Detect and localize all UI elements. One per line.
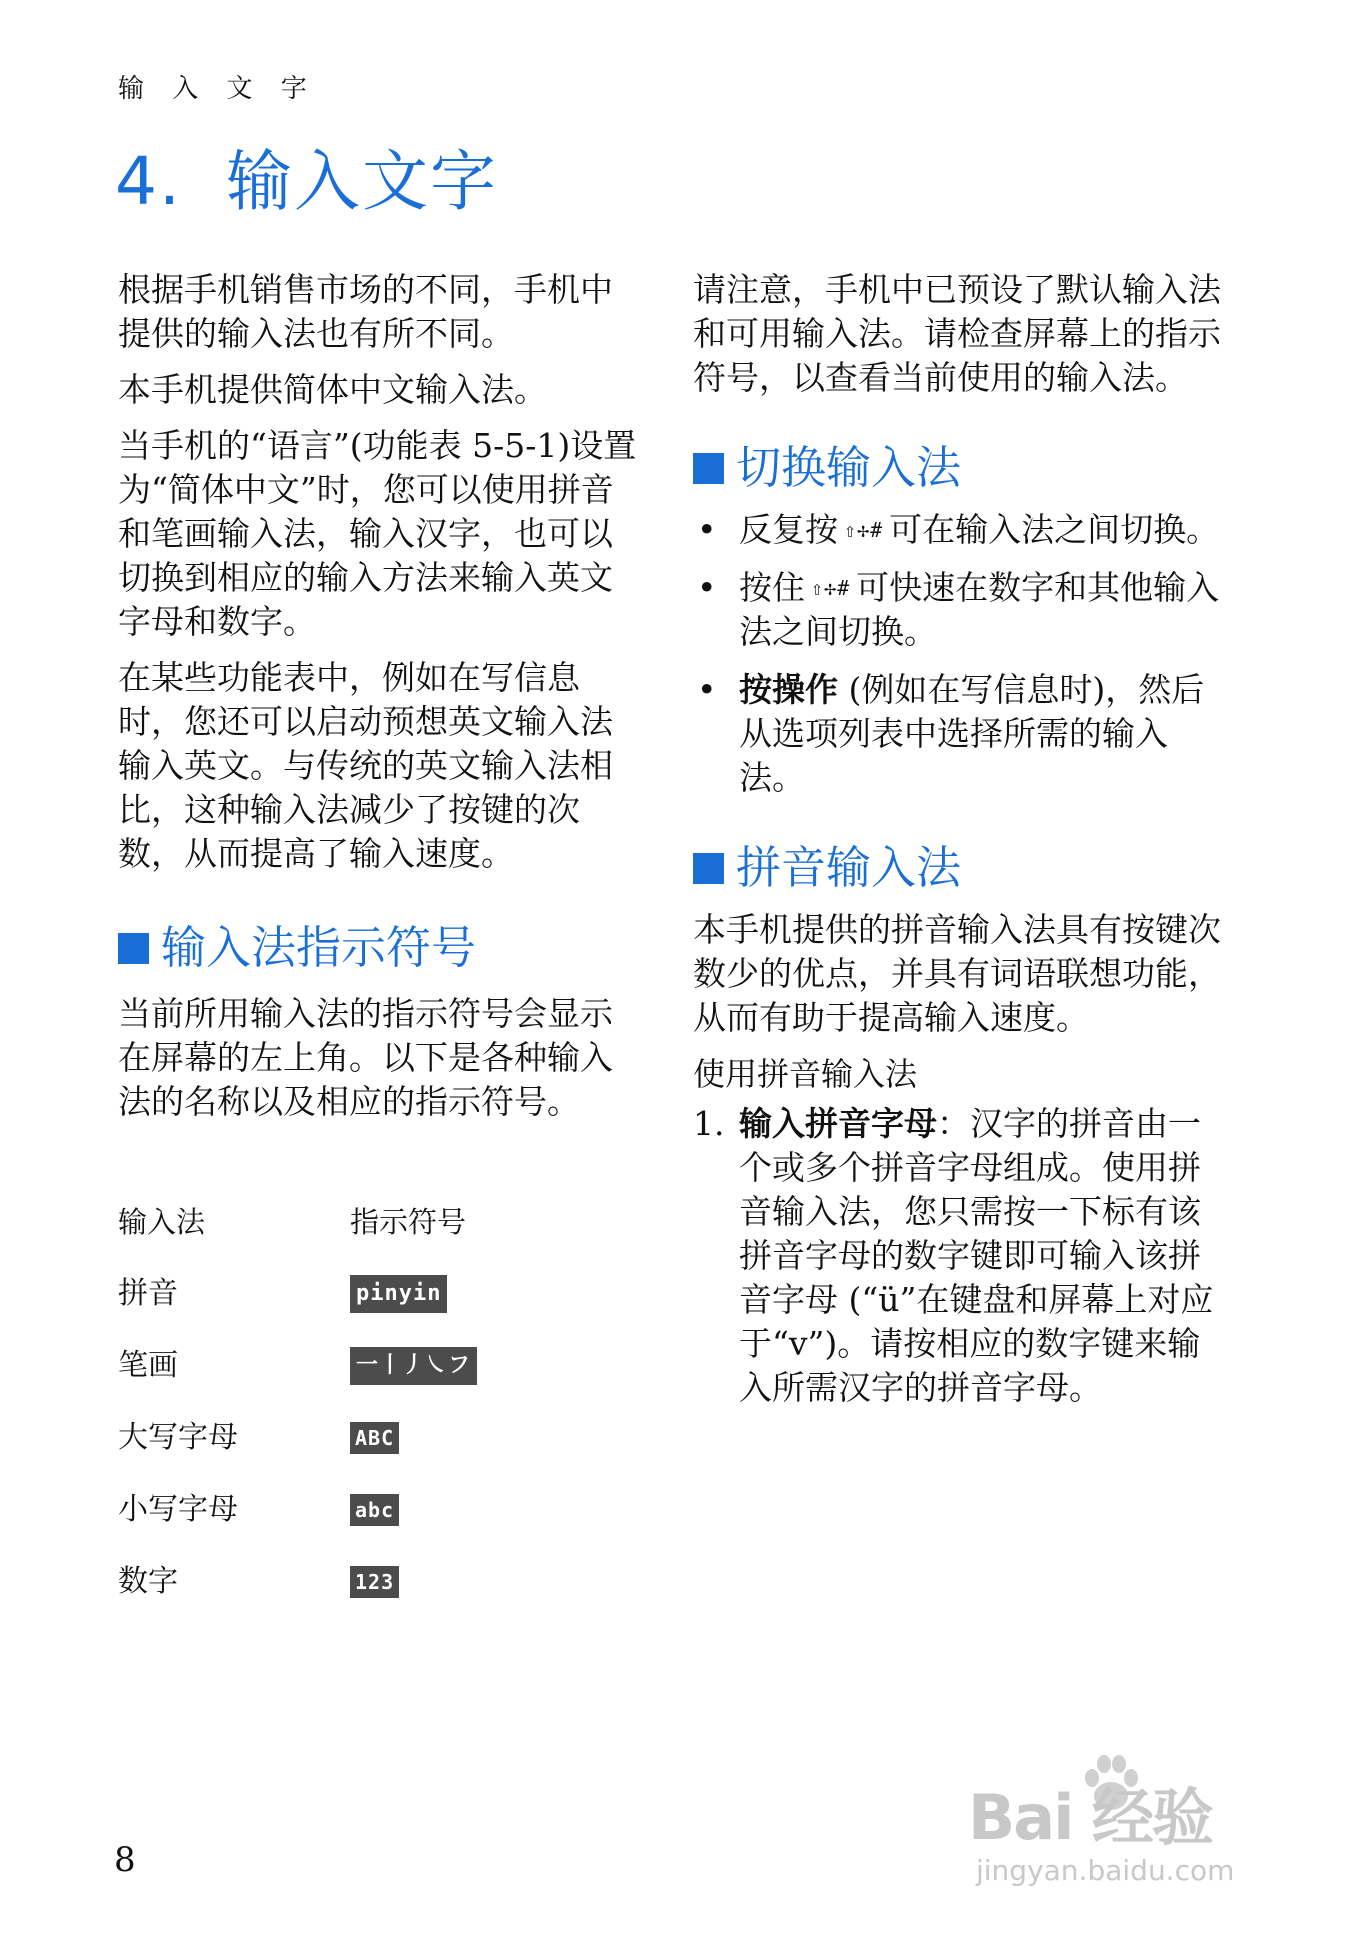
list-item — [693, 668, 1233, 800]
shift-star-hash-key-icon: ⇧✢# — [844, 518, 884, 542]
section-heading-text: 拼音输入法 — [736, 841, 962, 894]
uppercase-indicator-icon: ABC — [350, 1422, 399, 1454]
table-row — [118, 1258, 638, 1330]
section-heading-switch — [693, 440, 1233, 496]
table-header-method: 输入法 — [118, 1205, 206, 1239]
left-column — [118, 268, 638, 1618]
section-heading-indicator — [118, 920, 638, 976]
method-name: 笔画 — [118, 1348, 178, 1383]
section-heading-pinyin — [693, 840, 1233, 896]
step-text: ：汉字的拼音由一个或多个拼音字母组成。使用拼音输入法，您只需按一下标有该拼音字母的数字键即可输入该拼音字母 (“ü”在键盘和屏幕上对应于“v”)。请按相应的数字键来输入所需汉字的拼音字母。 — [739, 1104, 1214, 1407]
numeric-indicator-icon: 123 — [350, 1566, 399, 1598]
stroke-indicator-icon: 一丨丿㇏フ — [350, 1347, 477, 1385]
table-row — [118, 1402, 638, 1474]
bullet-text: 可在输入法之间切换。 — [889, 510, 1220, 549]
method-name: 拼音 — [118, 1276, 178, 1311]
paragraph: 在某些功能表中，例如在写信息时，您还可以启动预想英文输入法输入英文。与传统的英文输入法相比，这种输入法减少了按键的次数，从而提高了输入速度。 — [118, 658, 613, 873]
watermark-url: jingyan.baidu.com — [976, 1854, 1235, 1887]
list-item — [693, 566, 1233, 654]
indicator-table — [118, 1200, 638, 1618]
square-bullet-icon — [693, 453, 724, 484]
method-name: 小写字母 — [118, 1492, 238, 1527]
step-bold-text: 输入拼音字母 — [739, 1104, 937, 1143]
square-bullet-icon — [693, 853, 724, 884]
paragraph: 本手机提供的拼音输入法具有按键次数少的优点，并具有词语联想功能，从而有助于提高输入速度。 — [693, 910, 1221, 1037]
lowercase-indicator-icon: abc — [350, 1494, 399, 1526]
method-name: 大写字母 — [118, 1420, 238, 1455]
table-header-row — [118, 1200, 638, 1244]
table-header-indicator: 指示符号 — [350, 1205, 467, 1239]
paragraph: 请注意，手机中已预设了默认输入法和可用输入法。请检查屏幕上的指示符号，以查看当前使用的输入法。 — [693, 270, 1221, 397]
running-head: 输 入 文 字 — [118, 74, 317, 104]
bullet-text: 按住 — [739, 568, 805, 607]
baidu-watermark — [968, 1750, 1298, 1900]
table-row — [118, 1474, 638, 1546]
bullet-text: 可快速在数字和其他输入法之间切换。 — [739, 568, 1220, 651]
table-row — [118, 1330, 638, 1402]
chapter-number: 4. — [115, 143, 182, 220]
paragraph: 当手机的“语言”(功能表 5-5-1)设置为“简体中文”时，您可以使用拼音和笔画输入法，输入汉字，也可以切换到相应的输入方法来输入英文字母和数字。 — [118, 426, 637, 641]
watermark-brand: Bai 经验 — [968, 1781, 1212, 1854]
list-item — [693, 508, 1233, 552]
section-heading-text: 切换输入法 — [736, 441, 962, 494]
chapter-title — [115, 128, 498, 223]
section-heading-text: 输入法指示符号 — [161, 921, 477, 974]
paragraph: 本手机提供简体中文输入法。 — [118, 370, 547, 409]
paragraph: 当前所用输入法的指示符号会显示在屏幕的左上角。以下是各种输入法的名称以及相应的指示符号。 — [118, 994, 613, 1121]
table-row — [118, 1546, 638, 1618]
shift-star-hash-key-icon: ⇧✢# — [811, 576, 851, 600]
step-number: 1. — [693, 1104, 725, 1143]
square-bullet-icon — [118, 933, 149, 964]
method-name: 数字 — [118, 1564, 178, 1599]
page-number: 8 — [114, 1840, 136, 1880]
chapter-title-text: 输入文字 — [225, 143, 498, 220]
paragraph: 根据手机销售市场的不同，手机中提供的输入法也有所不同。 — [118, 270, 613, 353]
subheading: 使用拼音输入法 — [693, 1055, 918, 1093]
bullet-bold-text: 按操作 — [739, 670, 838, 709]
list-item — [693, 1102, 1233, 1410]
bullet-text: (例如在写信息时)，然后从选项列表中选择所需的输入法。 — [739, 670, 1205, 797]
right-column — [693, 268, 1233, 1410]
pinyin-steps-list — [693, 1102, 1233, 1410]
pinyin-indicator-icon: pinyin — [350, 1275, 447, 1313]
switch-bullet-list — [693, 508, 1233, 800]
bullet-text: 反复按 — [739, 510, 838, 549]
